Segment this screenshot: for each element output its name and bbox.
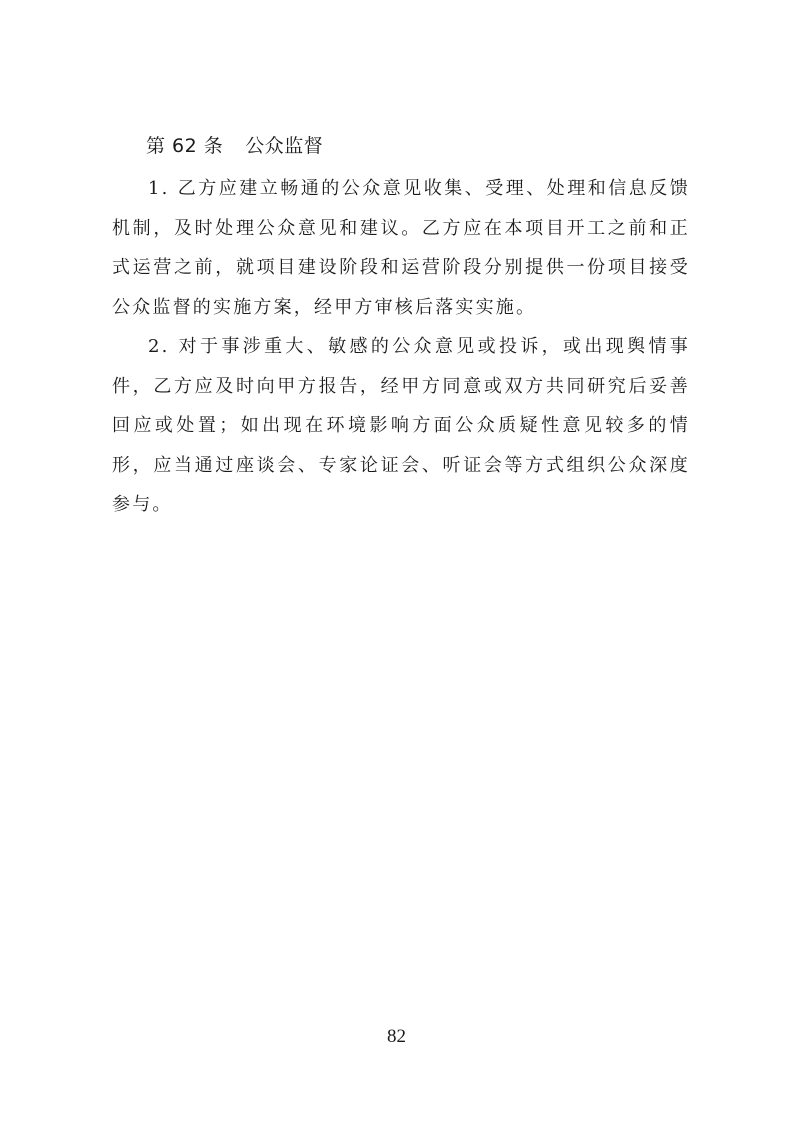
article-title: 公众监督 <box>245 135 324 157</box>
article-heading <box>146 132 323 160</box>
paragraph-2: 2. 对于事涉重大、敏感的公众意见或投诉，或出现舆情事件，乙方应及时向甲方报告，经甲方同意或双方共同研究后妥善回应或处置；如出现在环境影响方面公众质疑性意见较多的情形，应当通过座谈会、专家论证会、听证会等方式组织公众深度参与。 <box>112 336 690 515</box>
article-number: 第 62 条 <box>146 135 224 157</box>
page-number: 82 <box>387 1026 406 1047</box>
paragraph-1: 1. 乙方应建立畅通的公众意见收集、受理、处理和信息反馈机制，及时处理公众意见和建议。乙方应在本项目开工之前和正式运营之前，就项目建设阶段和运营阶段分别提供一份项目接受公众监督的实施方案，经甲方审核后落实实施。 <box>112 178 690 318</box>
